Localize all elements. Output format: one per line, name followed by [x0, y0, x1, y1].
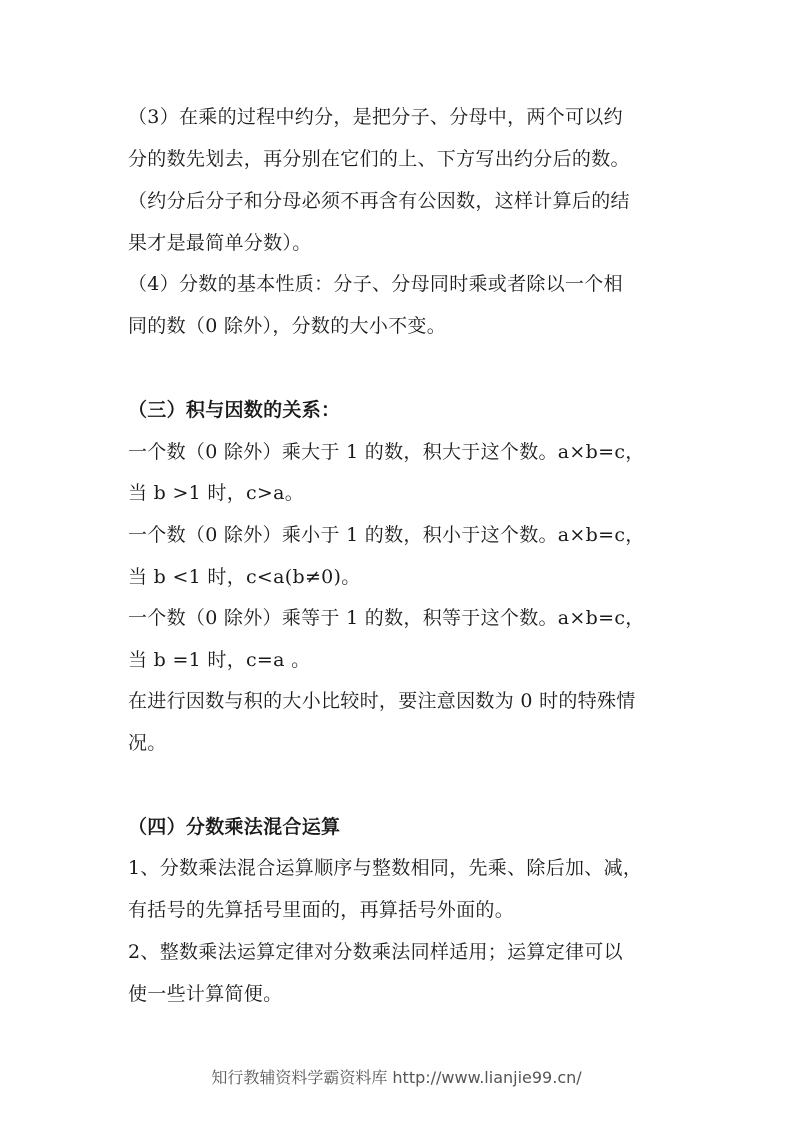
paragraph-line: 在进行因数与积的大小比较时，要注意因数为 0 时的特殊情: [128, 690, 636, 712]
section-heading: （四）分数乘法混合运算: [128, 816, 341, 838]
paragraph-line: 当 b >1 时，c>a。: [128, 482, 305, 504]
paragraph-line: 使一些计算简便。: [128, 983, 283, 1005]
paragraph-line: 况。: [128, 732, 167, 754]
paragraph-line: 同的数（0 除外），分数的大小不变。: [128, 315, 447, 337]
paragraph-line: （约分后分子和分母必须不再含有公因数，这样计算后的结: [128, 190, 630, 212]
section-heading: （三）积与因数的关系：: [128, 399, 341, 421]
page-footer: 知行教辅资料学霸资料库 http://www.lianjie99.cn/: [211, 1068, 582, 1087]
paragraph-line: 当 b =1 时，c=a 。: [128, 649, 311, 671]
paragraph-line: 一个数（0 除外）乘等于 1 的数，积等于这个数。a×b=c，: [128, 607, 645, 629]
paragraph-line: （4）分数的基本性质：分子、分母同时乘或者除以一个相: [128, 273, 623, 295]
paragraph-line: 当 b <1 时，c<a(b≠0)。: [128, 566, 361, 588]
paragraph-line: 2、整数乘法运算定律对分数乘法同样适用；运算定律可以: [128, 941, 623, 963]
paragraph-line: （3）在乘的过程中约分，是把分子、分母中，两个可以约: [128, 106, 623, 128]
paragraph-line: 有括号的先算括号里面的，再算括号外面的。: [128, 899, 515, 921]
paragraph-line: 1、分数乘法混合运算顺序与整数相同，先乘、除后加、减，: [128, 857, 643, 879]
paragraph-line: 一个数（0 除外）乘大于 1 的数，积大于这个数。a×b=c，: [128, 441, 645, 463]
paragraph-line: 分的数先划去，再分别在它们的上、下方写出约分后的数。: [128, 148, 630, 170]
paragraph-line: 一个数（0 除外）乘小于 1 的数，积小于这个数。a×b=c，: [128, 524, 645, 546]
paragraph-line: 果才是最简单分数）。: [128, 232, 312, 254]
